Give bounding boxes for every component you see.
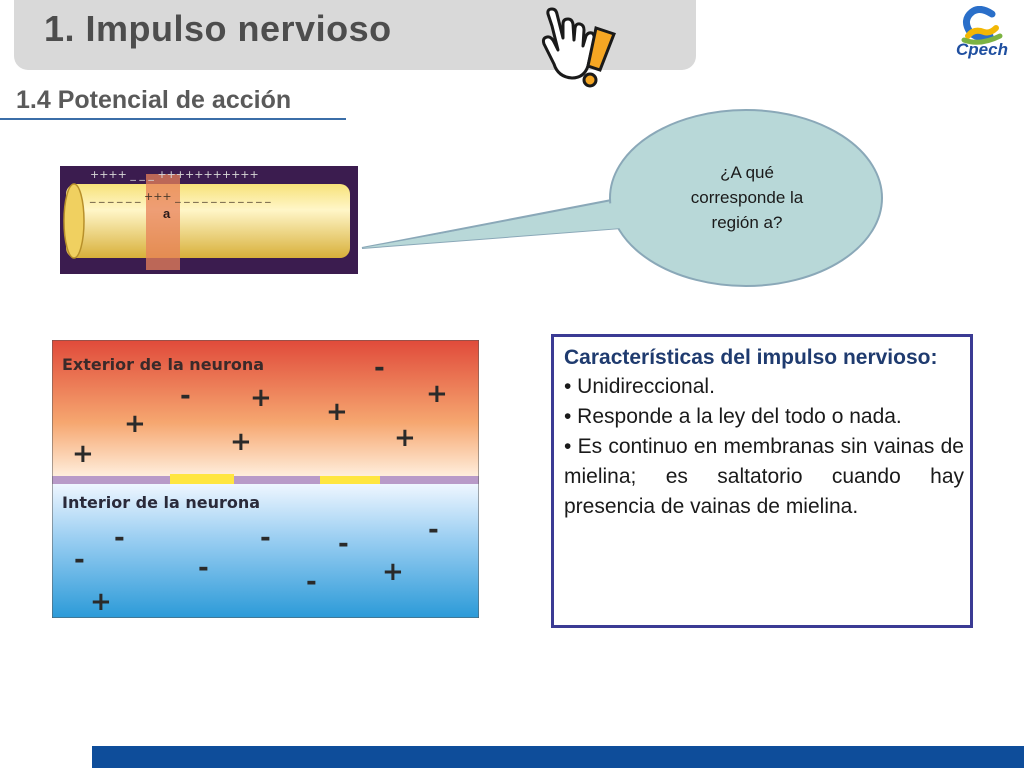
bubble-question	[652, 160, 842, 235]
minus-charge: -	[374, 353, 385, 383]
plus-charge: +	[90, 587, 112, 617]
characteristics-heading: Características del impulso nervioso:	[564, 346, 938, 369]
plus-charge: +	[250, 383, 272, 413]
minus-charge: -	[428, 515, 439, 545]
axon-region-label: a	[163, 206, 171, 221]
interior-label: Interior de la neurona	[62, 493, 261, 512]
hand-exclamation-icon	[538, 4, 618, 92]
plus-charge: +	[326, 397, 348, 427]
page-title: 1. Impulso nervioso	[44, 8, 392, 49]
plus-charge: +	[230, 427, 252, 457]
bubble-line-2: corresponde la	[690, 188, 804, 207]
bubble-line-3: región a?	[711, 213, 783, 232]
characteristic-item: • Unidireccional.	[564, 375, 715, 398]
subtitle-divider	[0, 118, 346, 120]
bubble-line-1: ¿A qué	[720, 163, 774, 182]
minus-charge: -	[260, 523, 271, 553]
axon-figure	[60, 166, 358, 274]
exterior-label: Exterior de la neurona	[62, 355, 265, 374]
membrane-line	[52, 476, 479, 484]
plus-charge: +	[124, 409, 146, 439]
channel-segment	[170, 474, 234, 484]
axon-top-charges: ++++ _ _ _ +++++++++++	[90, 168, 259, 181]
membrane-figure	[52, 340, 479, 618]
characteristics-box	[551, 334, 973, 628]
minus-charge: -	[74, 545, 85, 575]
characteristic-item: • Responde a la ley del todo o nada.	[564, 405, 902, 428]
minus-charge: -	[198, 553, 209, 583]
plus-charge: +	[426, 379, 448, 409]
plus-charge: +	[394, 423, 416, 453]
channel-segment	[320, 476, 380, 484]
axon-inner-charges: _ _ _ _ _ _ +++ _ _ _ _ _ _ _ _ _ _ _	[90, 190, 271, 203]
logo-text: Cpech	[956, 40, 1008, 59]
footer-bar	[92, 746, 1024, 768]
characteristic-item: • Es continuo en membranas sin vainas de mielina; es saltatorio cuando hay presencia de vainas de mielina.	[564, 435, 964, 518]
section-subtitle: 1.4 Potencial de acción	[16, 86, 292, 114]
minus-charge: -	[114, 523, 125, 553]
plus-charge: +	[382, 557, 404, 587]
minus-charge: -	[306, 567, 317, 597]
minus-charge: -	[338, 529, 349, 559]
minus-charge: -	[180, 381, 191, 411]
plus-charge: +	[72, 439, 94, 469]
